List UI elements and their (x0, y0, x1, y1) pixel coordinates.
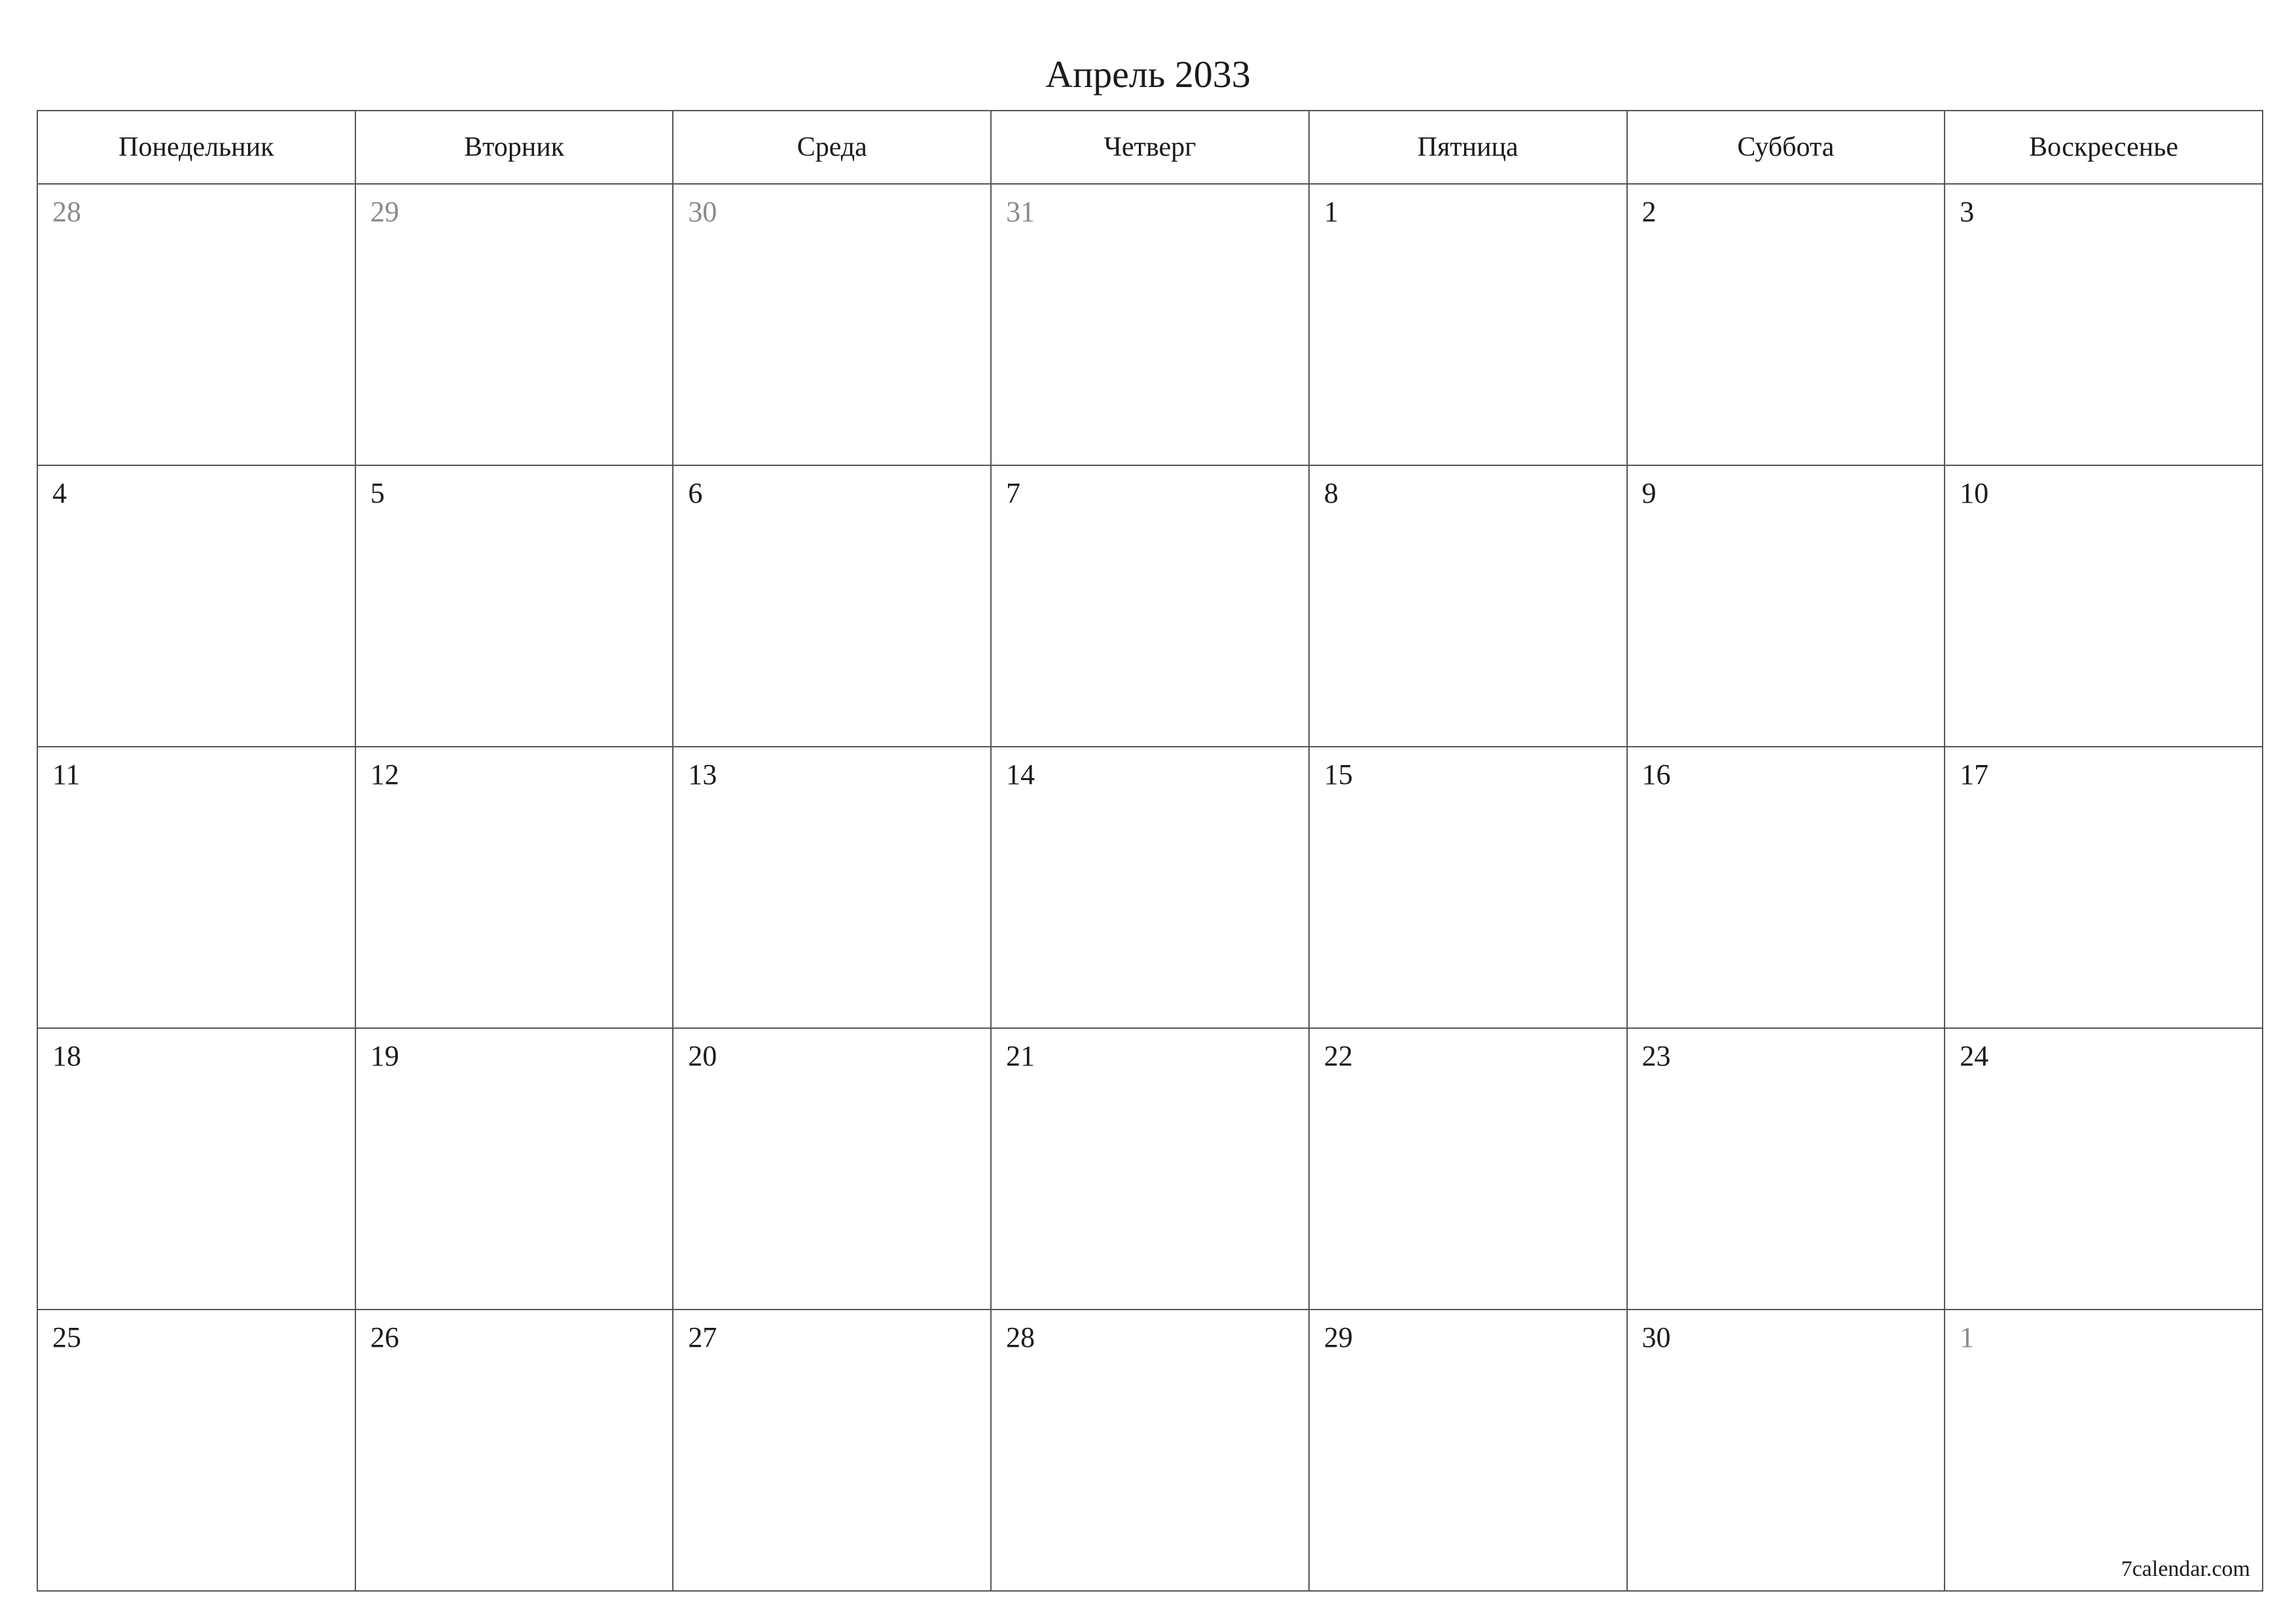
day-number: 1 (1960, 1321, 1975, 1353)
day-cell (991, 747, 1309, 1028)
day-number: 28 (1006, 1321, 1035, 1353)
calendar-grid (37, 110, 2263, 1592)
day-cell (1945, 184, 2263, 465)
day-cell (1309, 1310, 1627, 1591)
day-cell (1627, 184, 1945, 465)
day-number: 19 (370, 1040, 399, 1072)
day-cell (991, 1310, 1309, 1591)
day-cell (1627, 465, 1945, 747)
day-number: 23 (1641, 1040, 1671, 1072)
day-number: 4 (52, 477, 67, 509)
day-cell (673, 465, 991, 747)
day-cell (1309, 1028, 1627, 1310)
day-cell (1945, 747, 2263, 1028)
day-cell (37, 1028, 355, 1310)
day-number: 11 (52, 758, 81, 791)
day-cell (1627, 747, 1945, 1028)
day-cell (991, 1028, 1309, 1310)
day-cell (355, 465, 673, 747)
day-number: 7 (1006, 477, 1021, 509)
week-row (37, 1310, 2263, 1591)
weekday-header: Воскресенье (1945, 111, 2263, 184)
day-number: 29 (1323, 1321, 1353, 1353)
day-cell (673, 1310, 991, 1591)
day-number: 10 (1960, 477, 1989, 509)
day-cell (673, 1028, 991, 1310)
weekday-header: Среда (673, 111, 991, 184)
weekday-header: Понедельник (37, 111, 355, 184)
day-number: 6 (688, 477, 703, 509)
week-row (37, 747, 2263, 1028)
day-number: 30 (1641, 1321, 1671, 1353)
day-cell (37, 184, 355, 465)
day-cell (1627, 1310, 1945, 1591)
day-cell (673, 747, 991, 1028)
day-number: 1 (1323, 196, 1338, 228)
day-cell (37, 465, 355, 747)
day-number: 27 (688, 1321, 717, 1353)
day-number: 5 (370, 477, 385, 509)
weekday-header-row (37, 111, 2263, 184)
day-number: 15 (1323, 758, 1353, 791)
day-cell (355, 1310, 673, 1591)
day-cell (37, 747, 355, 1028)
day-number: 26 (370, 1321, 399, 1353)
day-number: 9 (1641, 477, 1657, 509)
day-cell (355, 184, 673, 465)
weekday-header: Суббота (1627, 111, 1945, 184)
credit-text: 7calendar.com (2121, 1557, 2250, 1581)
day-number: 18 (52, 1040, 81, 1072)
day-number: 28 (52, 196, 81, 228)
day-number: 29 (370, 196, 399, 228)
week-row (37, 184, 2263, 465)
day-number: 14 (1006, 758, 1035, 791)
weekday-header: Пятница (1309, 111, 1627, 184)
day-cell (355, 747, 673, 1028)
day-number: 30 (688, 196, 717, 228)
weekday-header: Вторник (355, 111, 673, 184)
day-number: 21 (1006, 1040, 1035, 1072)
day-cell (1945, 465, 2263, 747)
day-number: 8 (1323, 477, 1338, 509)
day-cell (991, 184, 1309, 465)
day-number: 25 (52, 1321, 81, 1353)
weekday-header: Четверг (991, 111, 1309, 184)
day-cell (1309, 184, 1627, 465)
day-cell (1627, 1028, 1945, 1310)
day-cell (355, 1028, 673, 1310)
day-cell (991, 465, 1309, 747)
day-number: 20 (688, 1040, 717, 1072)
day-number: 12 (370, 758, 399, 791)
week-row (37, 465, 2263, 747)
day-number: 17 (1960, 758, 1989, 791)
day-number: 2 (1641, 196, 1657, 228)
day-number: 16 (1641, 758, 1671, 791)
week-row (37, 1028, 2263, 1310)
day-cell (673, 184, 991, 465)
day-cell (1945, 1028, 2263, 1310)
day-number: 22 (1323, 1040, 1353, 1072)
day-number: 24 (1960, 1040, 1989, 1072)
day-number: 3 (1960, 196, 1975, 228)
day-number: 13 (688, 758, 717, 791)
day-number: 31 (1006, 196, 1035, 228)
day-cell (37, 1310, 355, 1591)
calendar-title: Апрель 2033 (1045, 53, 1251, 96)
day-cell (1309, 465, 1627, 747)
day-cell (1309, 747, 1627, 1028)
day-cell (1945, 1310, 2263, 1591)
